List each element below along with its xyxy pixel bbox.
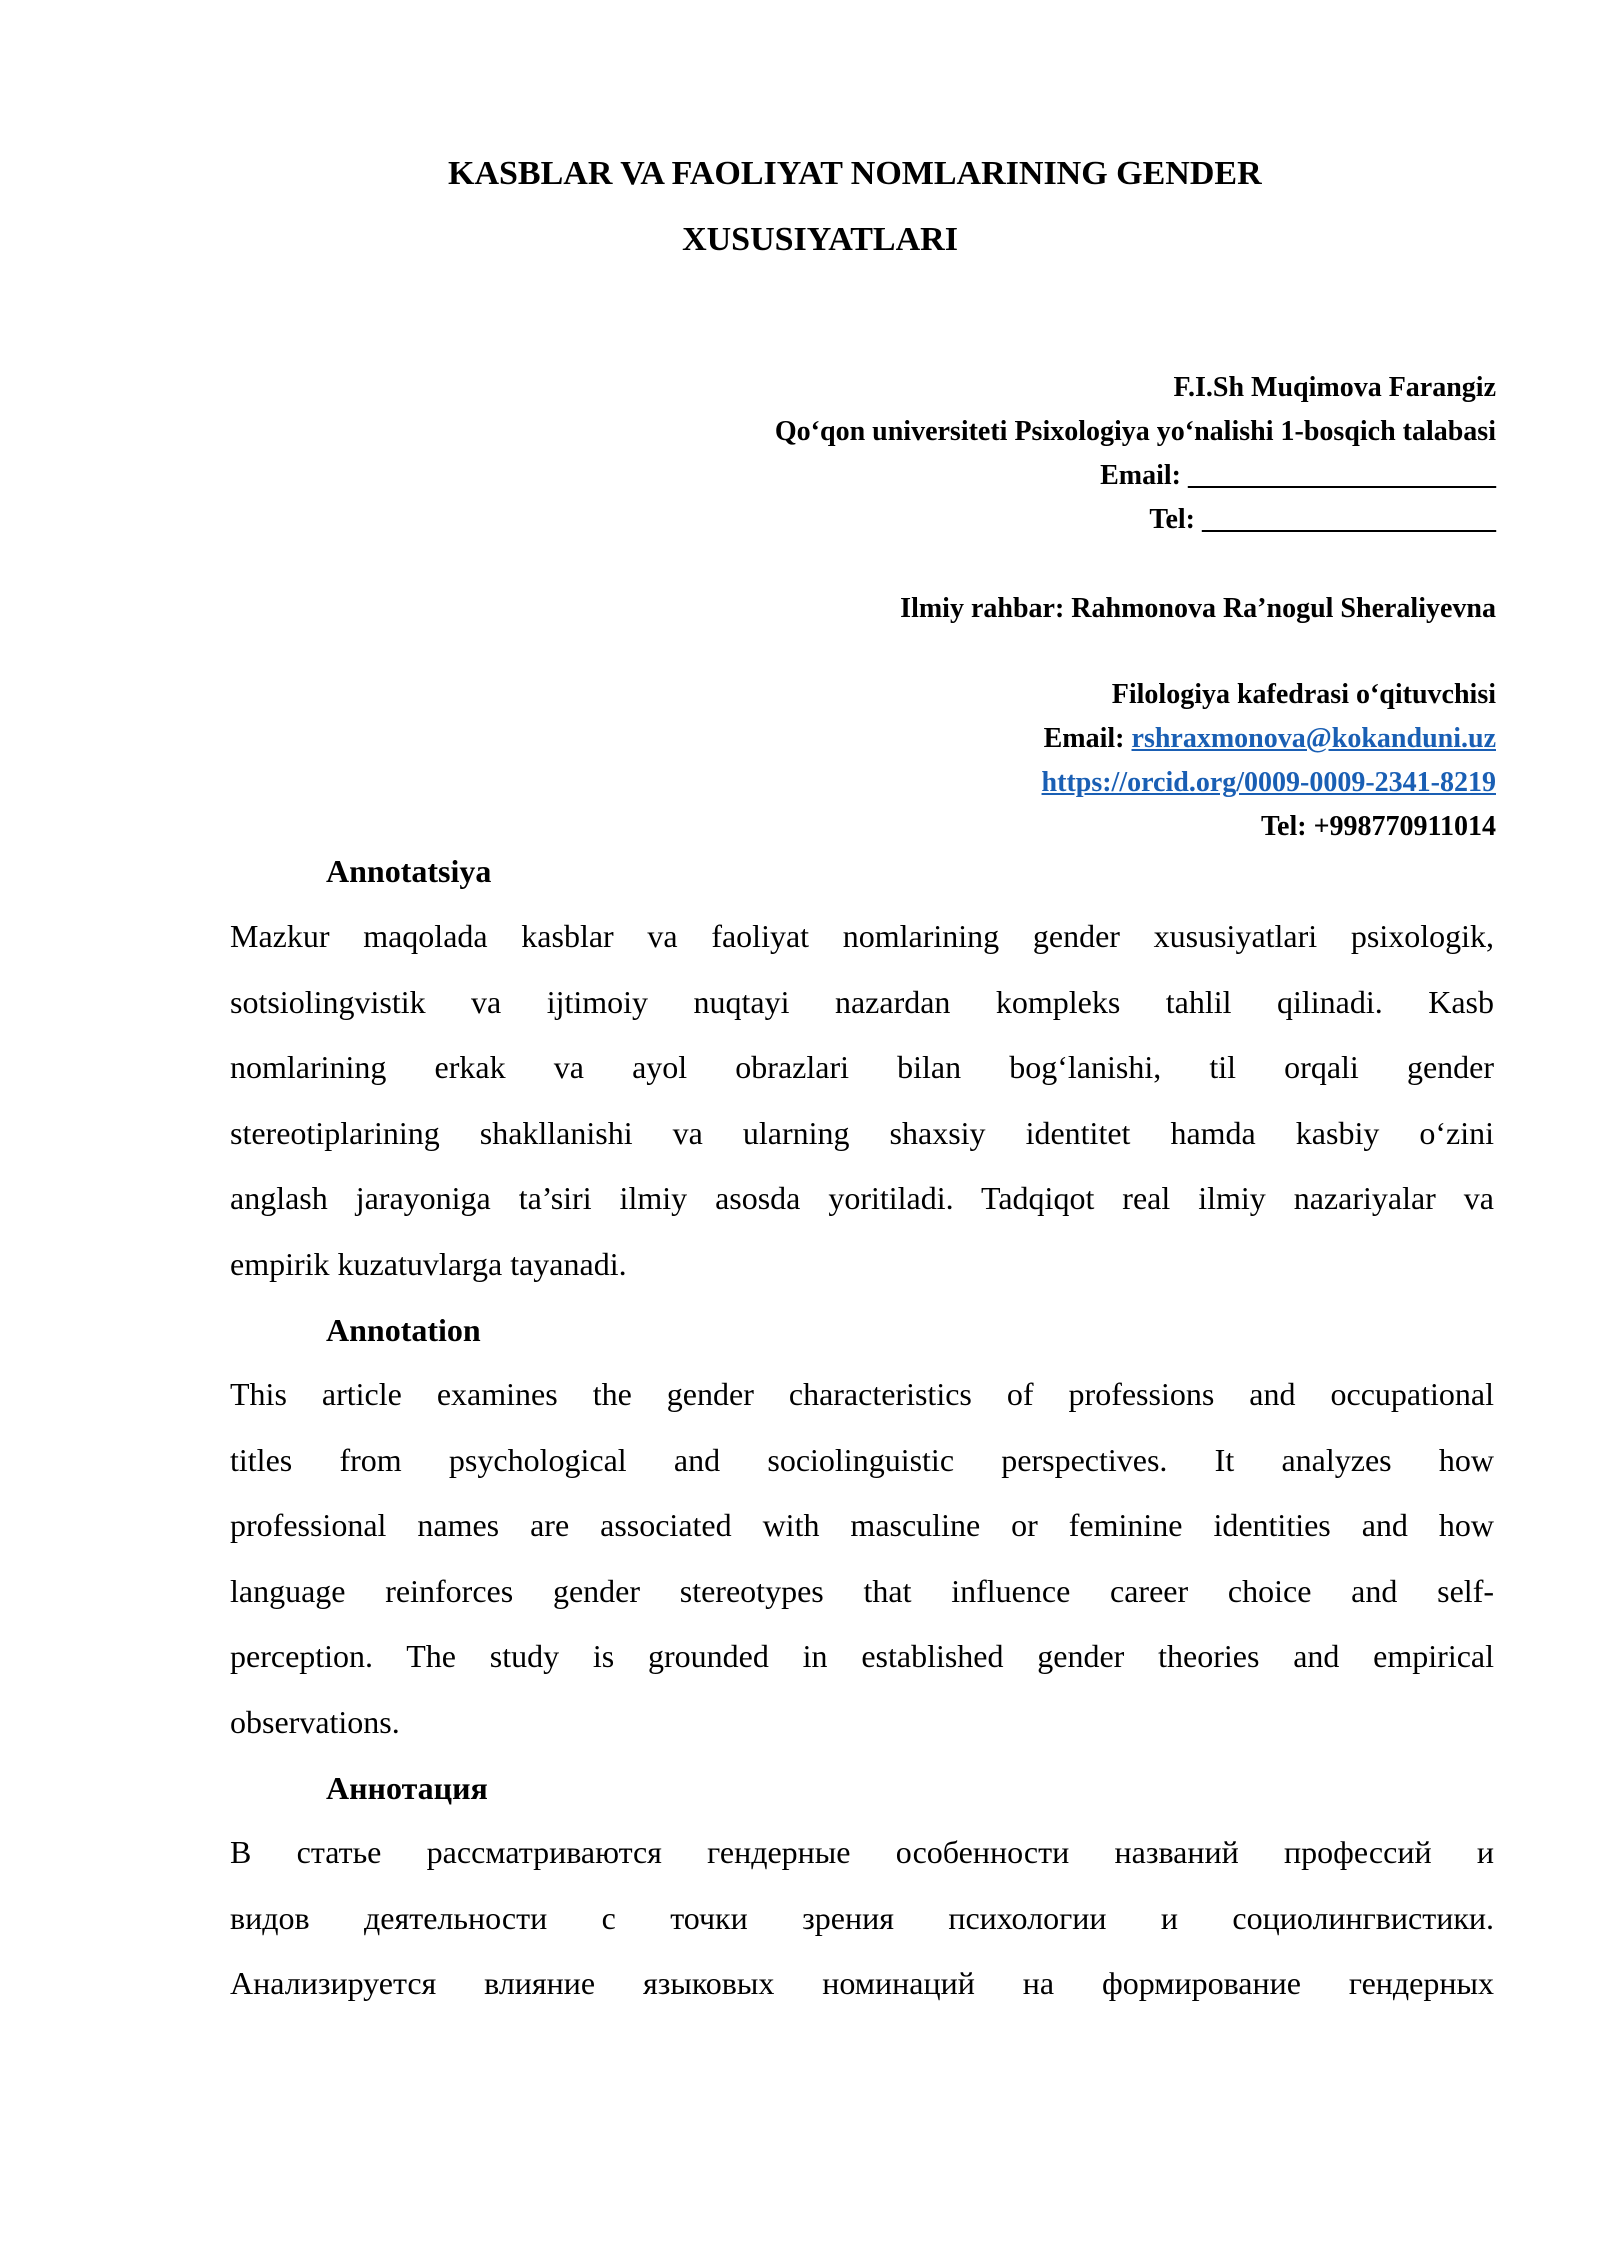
supervisor-email-label: Email: bbox=[1043, 723, 1132, 754]
paragraph-line: This article examines the gender characteristics of professions and occupational bbox=[230, 1376, 1494, 1412]
paragraph-line: nomlarining erkak va ayol obrazlari bilan bog‘lanishi, til orqali gender bbox=[230, 1049, 1494, 1085]
paragraph-line: Mazkur maqolada kasblar va faoliyat nomlarining gender xususiyatlari psixologik, bbox=[230, 918, 1494, 954]
supervisor-tel: Tel: +998770911014 bbox=[1260, 811, 1496, 842]
paragraph-line: anglash jarayoniga ta’siri ilmiy asosda yoritiladi. Tadqiqot real ilmiy nazariyalar va bbox=[230, 1180, 1494, 1216]
annotatsiya-paragraph bbox=[230, 904, 1494, 1297]
supervisor-email-line bbox=[396, 717, 1496, 761]
paragraph-line: sotsiolingvistik va ijtimoiy nuqtayi nazardan kompleks tahlil qilinadi. Kasb bbox=[230, 983, 1494, 1020]
annotatsiya-ru-heading: Аннотация bbox=[326, 1770, 488, 1806]
supervisor-name: Ilmiy rahbar: Rahmonova Ra’nogul Sheraliyevna bbox=[900, 593, 1496, 624]
supervisor-details bbox=[396, 673, 1496, 849]
author-name: F.I.Sh Muqimova Farangiz bbox=[1173, 372, 1496, 403]
supervisor-position: Filologiya kafedrasi o‘qituvchisi bbox=[1111, 679, 1496, 710]
author-block bbox=[396, 366, 1496, 542]
supervisor-email-link[interactable]: rshraxmonova@kokanduni.uz bbox=[1131, 723, 1496, 754]
author-affiliation: Qo‘qon universiteti Psixologiya yo‘nalishi 1-bosqich talabasi bbox=[774, 416, 1496, 447]
supervisor-orcid-line bbox=[396, 761, 1496, 805]
paragraph-line: perception. The study is grounded in established gender theories and empirical bbox=[230, 1638, 1494, 1674]
paragraph-line: видов деятельности с точки зрения психологии и социолингвистики. bbox=[230, 1899, 1494, 1936]
annotation-paragraph bbox=[230, 1362, 1494, 1755]
paragraph-line: empirik kuzatuvlarga tayanadi. bbox=[230, 1245, 627, 1282]
paragraph-line: professional names are associated with masculine or feminine identities and how bbox=[230, 1507, 1494, 1543]
paragraph-line: Анализируется влияние языковых номинаций на формирование гендерных bbox=[230, 1965, 1494, 2001]
paragraph-line: observations. bbox=[230, 1703, 400, 1740]
annotation-heading: Annotation bbox=[326, 1312, 481, 1348]
author-email: Email: ______________________ bbox=[1100, 460, 1496, 491]
annotatsiya-heading: Annotatsiya bbox=[326, 853, 492, 889]
author-tel: Tel: _____________________ bbox=[1149, 504, 1496, 535]
paragraph-line: В статье рассматриваются гендерные особенности названий профессий и bbox=[230, 1834, 1494, 1870]
supervisor-block bbox=[396, 587, 1496, 631]
article-title-line-2: XUSUSIYATLARI bbox=[682, 221, 958, 258]
paragraph-line: titles from psychological and sociolinguistic perspectives. It analyzes how bbox=[230, 1441, 1494, 1478]
paragraph-line: language reinforces gender stereotypes that influence career choice and self- bbox=[230, 1572, 1494, 1609]
supervisor-orcid-link[interactable]: https://orcid.org/0009-0009-2341-8219 bbox=[1041, 767, 1496, 798]
annotatsiya-ru-paragraph bbox=[230, 1820, 1494, 2017]
article-title-line-1: KASBLAR VA FAOLIYAT NOMLARINING GENDER bbox=[448, 155, 1262, 192]
paragraph-line: stereotiplarining shakllanishi va ularning shaxsiy identitet hamda kasbiy o‘zini bbox=[230, 1114, 1494, 1151]
